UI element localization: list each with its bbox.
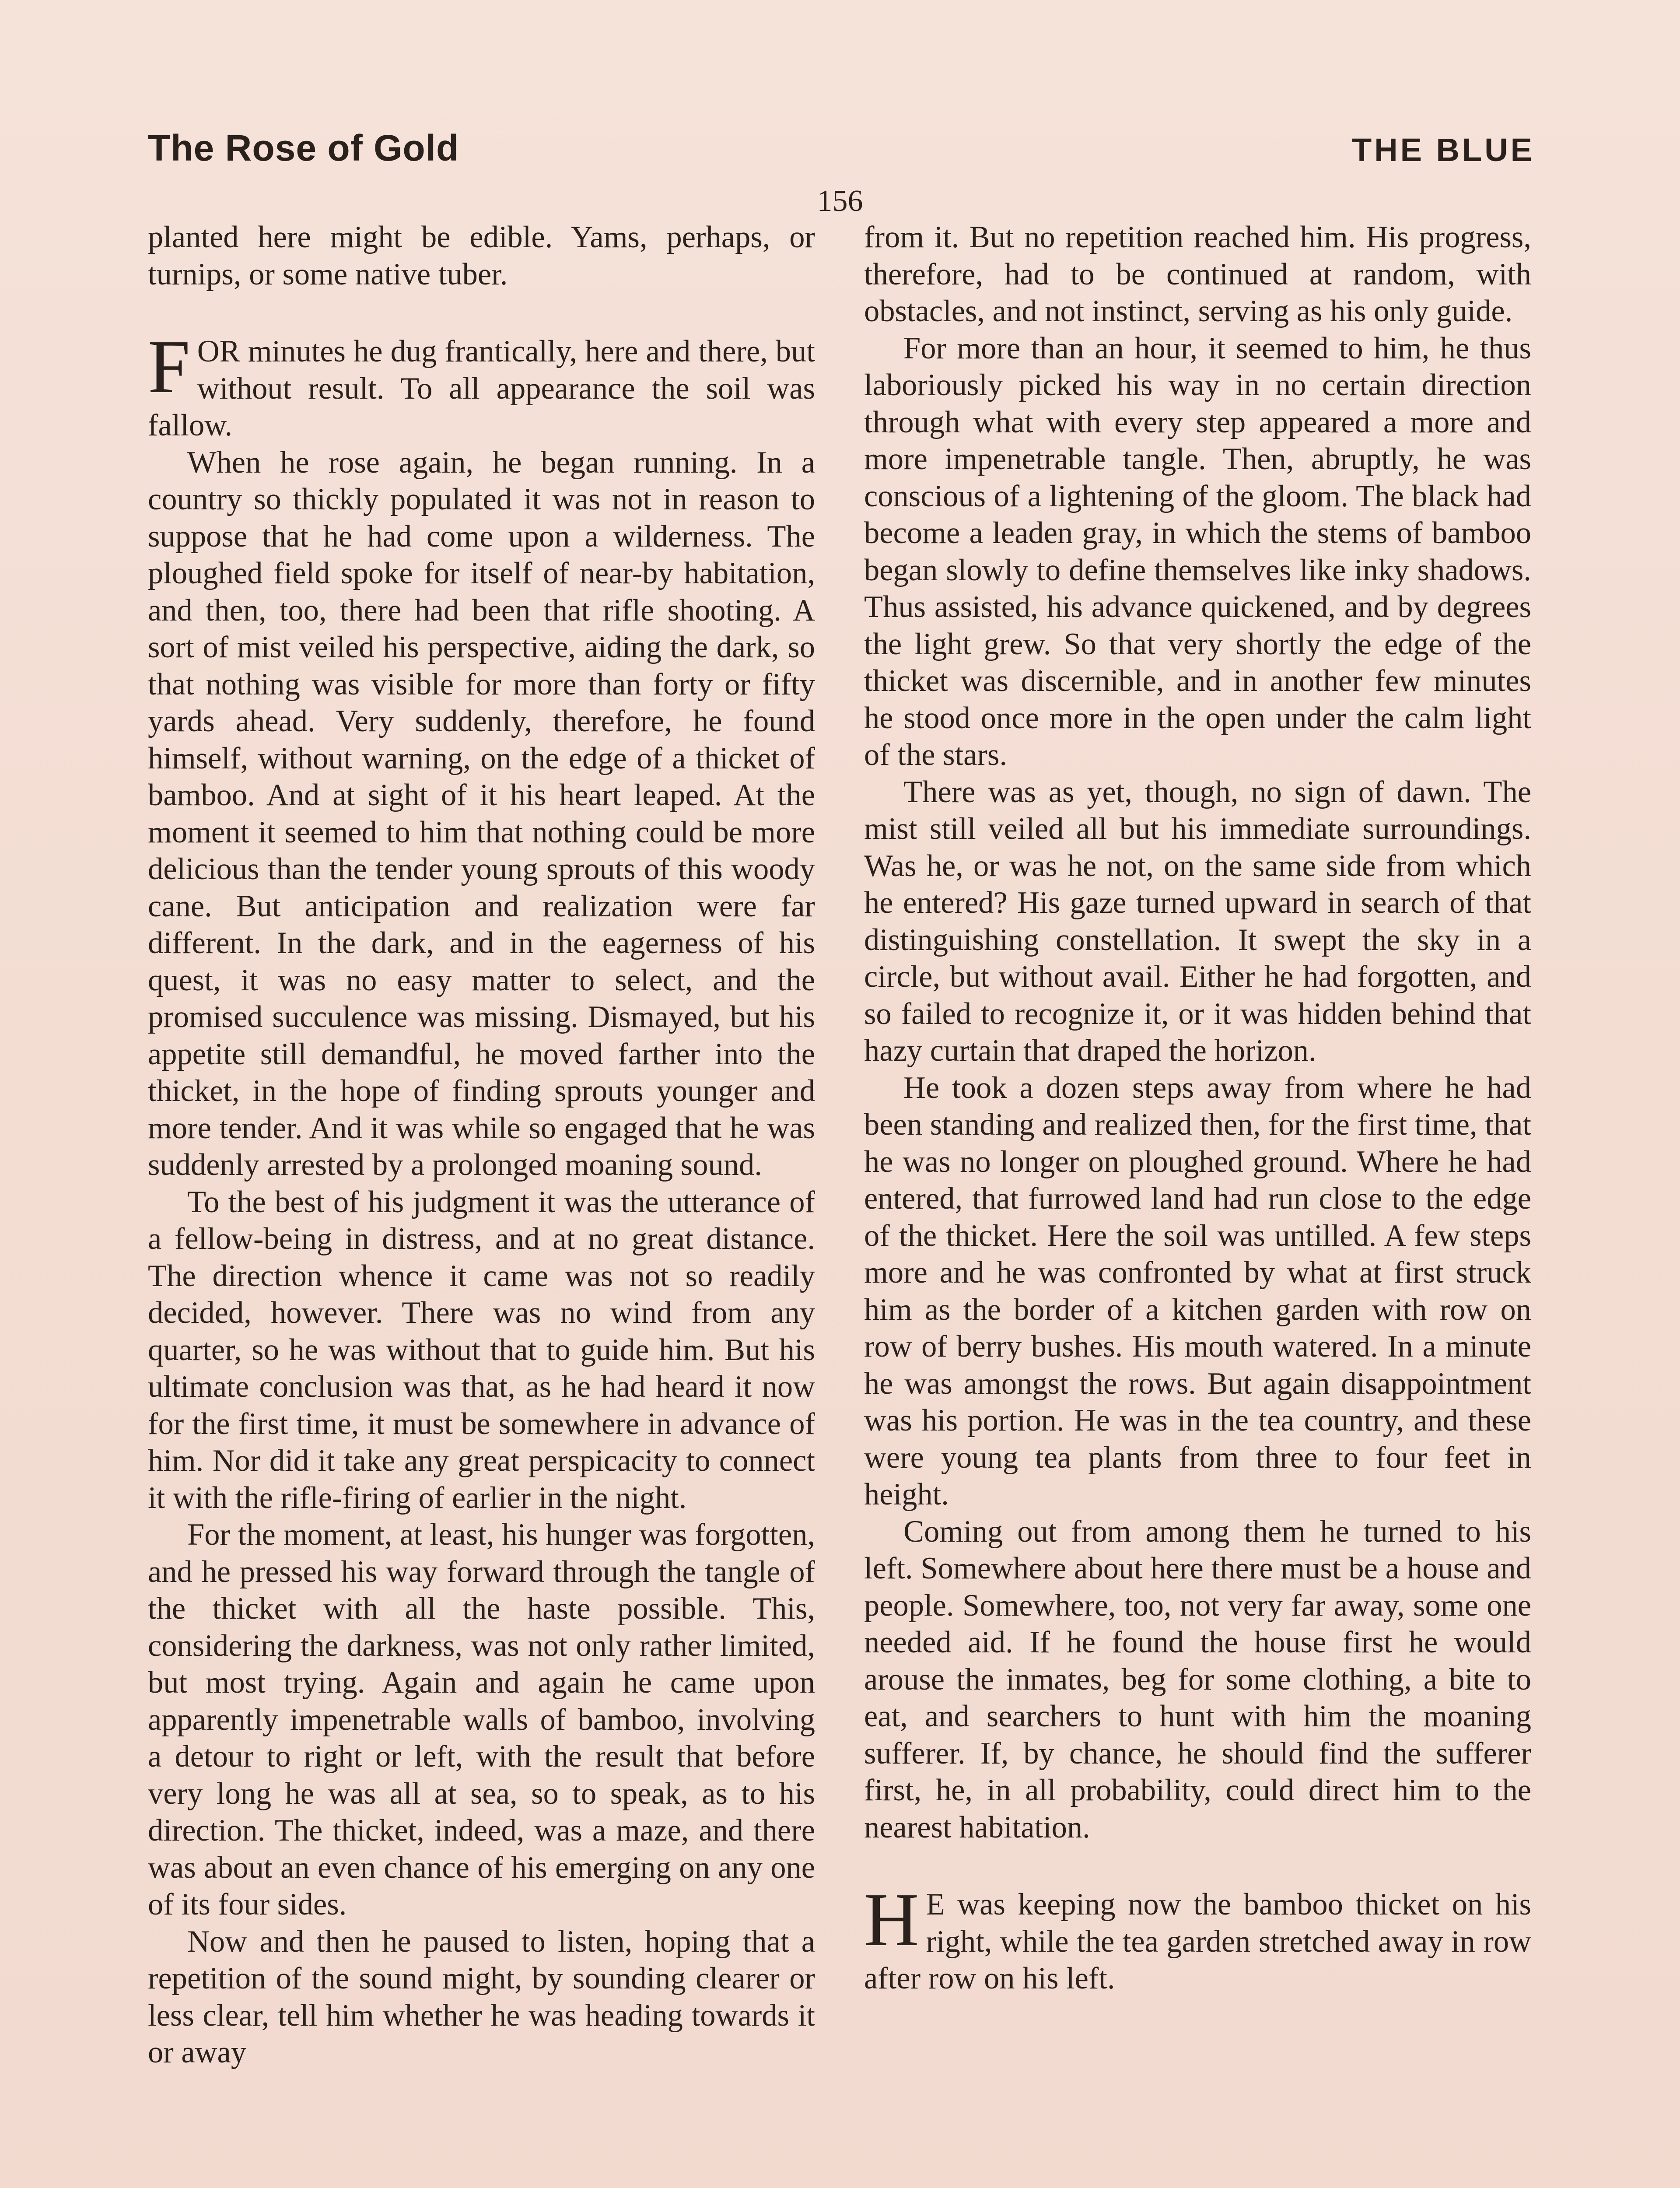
paragraph: Now and then he paused to listen, hoping that a repetition of the sound might, by sounding clearer or less clear, tell him whether he was heading towards it or away (148, 1924, 815, 2069)
right-column (864, 219, 1531, 1997)
paragraph: For more than an hour, it seemed to him, he thus laboriously picked his way in no certain direction through what with every step appeared a more and more impenetrable tangle. Then, abruptly, he was conscious of a lightening of the gloom. The black had become a leaden gray, in which the stems of bamboo began slowly to define themselves like inky shadows. Thus assisted, his advance quickened, and by degrees the light grew. So that very shortly the edge of the thicket was discernible, and in another few minutes he stood once more in the open under the calm light of the stars. (864, 331, 1531, 772)
paragraph-text: OR minutes he dug frantically, here and there, but without result. To all appearance the soil was fallow. (148, 334, 815, 442)
running-head (148, 127, 1535, 175)
paragraph: from it. But no repetition reached him. His progress, therefore, had to be continued at random, with obstacles, and not instinct, serving as his only guide. (864, 220, 1531, 328)
drop-cap: H (864, 1877, 919, 1962)
page-number: 156 (817, 184, 863, 218)
paragraph-text: E was keeping now the bamboo thicket on his right, while the tea garden stretched away in row after row on his left. (864, 1887, 1531, 1995)
paragraph: He took a dozen steps away from where he had been standing and realized then, for the first time, that he was no longer on ploughed ground. Where he had entered, that furrowed land had run close to the edge of the thicket. Here the soil was untilled. A few steps more and he was confronted by what at first struck him as the border of a kitchen garden with row on row of berry bushes. His mouth watered. In a minute he was amongst the rows. But again disappointment was his portion. He was in the tea country, and these were young tea plants from three to four feet in height. (864, 1070, 1532, 1511)
paragraph-with-dropcap (864, 1877, 1531, 1997)
paragraph-with-dropcap (148, 324, 815, 444)
paragraph: When he rose again, he began running. In a country so thickly populated it was not in reason to suppose that he had come upon a wilderness. The ploughed field spoke for itself of near-by habitation, and then, too, there had been that rifle shooting. A sort of mist veiled his perspective, aiding the dark, so that nothing was visible for more than forty or fifty yards ahead. Very suddenly, therefore, he found himself, without warning, on the edge of a thicket of bamboo. And at sight of it his heart leaped. At the moment it seemed to him that nothing could be more delicious than the tender young sprouts of this woody cane. But anticipation and realization were far different. In the dark, and in the eagerness of his quest, it was no easy matter to select, and the promised succulence was missing. Dismayed, but his appetite still demandful, he moved farther into the thicket, in the hope of finding sprouts younger and more tender. And it was while so engaged that he was suddenly arrested by a prolonged moaning sound. (148, 445, 815, 1182)
paragraph: Coming out from among them he turned to his left. Somewhere about here there must be a house and people. Somewhere, too, not very far away, some one needed aid. If he found the house first he would arouse the inmates, beg for some clothing, a bite to eat, and searchers to hunt with him the moaning sufferer. If, by chance, he should find the sufferer first, he, in all probability, could direct him to the nearest habitation. (864, 1514, 1531, 1844)
left-column (148, 219, 815, 2071)
drop-cap: F (148, 324, 190, 409)
magazine-name: THE BLUE (1352, 132, 1535, 168)
paragraph: To the best of his judgment it was the utterance of a fellow-being in distress, and at no great distance. The direction whence it came was not so readily decided, however. There was no wind from any quarter, so he was without that to guide him. But his ultimate conclusion was that, as he had heard it now for the first time, it must be somewhere in advance of him. Nor did it take any great perspicacity to connect it with the rifle-firing of earlier in the night. (148, 1185, 815, 1515)
story-title: The Rose of Gold (148, 127, 459, 168)
paragraph: There was as yet, though, no sign of dawn. The mist still veiled all but his immediate surroundings. Was he, or was he not, on the same side from which he entered? His gaze turned upward in search of that distinguishing constellation. It swept the sky in a circle, but without avail. Either he had forgotten, and so failed to recognize it, or it was hidden behind that hazy curtain that draped the horizon. (864, 775, 1531, 1068)
paragraph: planted here might be edible. Yams, perhaps, or turnips, or some native tuber. (148, 220, 815, 291)
paragraph: For the moment, at least, his hunger was forgotten, and he pressed his way forward through the tangle of the thicket with all the haste possible. This, considering the darkness, was not only rather limited, but most trying. Again and again he came upon apparently impenetrable walls of bamboo, involving a detour to right or left, with the result that before very long he was all at sea, so to speak, as to his direction. The thicket, indeed, was a maze, and there was about an even chance of his emerging on any one of its four sides. (148, 1518, 815, 1922)
